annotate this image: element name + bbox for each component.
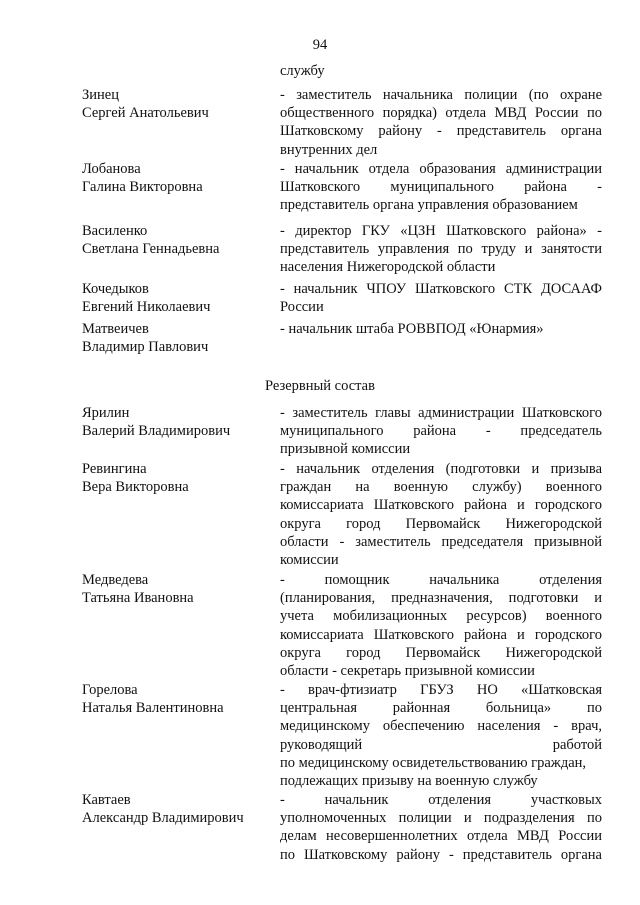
member-role [280, 160, 602, 215]
page-number: 94 [312, 37, 328, 53]
member-name [82, 460, 272, 496]
role-line: - начальник штаба РОВВПОД «Юнармия» [280, 321, 544, 337]
member-role [280, 86, 602, 159]
role-line: общественного порядка) отдела МВД России по [280, 105, 602, 122]
role-line: - начальник ЧПОУ Шатковского СТК ДОСААФ [280, 281, 602, 297]
member-role [280, 571, 602, 680]
role-line: представитель органа управления образованием [280, 197, 578, 214]
member-given-names: Валерий Владимирович [82, 423, 231, 440]
role-line: области - секретарь призывной комиссии [280, 663, 535, 680]
member-role [280, 791, 602, 864]
role-line: - начальник отдела образования администрации [280, 161, 602, 177]
member-given-names: Галина Викторовна [82, 179, 203, 196]
role-line: граждан на военную службу) военного [280, 479, 602, 496]
role-line: внутренних дел [280, 141, 378, 158]
member-surname: Кавтаев [82, 792, 131, 808]
member-surname: Ярилин [82, 405, 130, 421]
role-line: - начальник отделения (подготовки и призыва [280, 461, 602, 477]
member-name [82, 571, 272, 607]
member-role [280, 222, 602, 277]
member-role [280, 280, 602, 316]
member-given-names: Вера Викторовна [82, 479, 189, 496]
member-role [280, 320, 602, 338]
member-surname: Кочедыков [82, 281, 149, 297]
role-line: делам несовершеннолетних отдела МВД России [280, 828, 602, 845]
role-line: учета мобилизационных ресурсов) военного [280, 608, 602, 625]
role-line: медицинскому обеспечению населения - врач, [280, 718, 602, 735]
role-line: населения Нижегородской области [280, 259, 496, 276]
role-line: представитель управления по труду и занятости [280, 241, 602, 258]
role-line: центральная районная больница» по [280, 700, 602, 717]
member-name [82, 681, 272, 717]
role-line: комиссариата Шатковского района и городского [280, 626, 602, 643]
member-name [82, 160, 272, 196]
role-line: Шатковского муниципального района - [280, 179, 602, 196]
role-line: уполномоченных полиции и подразделения по [280, 810, 602, 827]
role-line: Шатковскому району - представитель органа [280, 123, 602, 140]
member-name [82, 404, 272, 440]
role-line: по Шатковскому району - представитель органа [280, 846, 602, 863]
role-line: - начальник отделения участковых [280, 792, 602, 808]
member-given-names: Евгений Николаевич [82, 299, 211, 316]
member-name [82, 280, 272, 316]
member-surname: Горелова [82, 682, 138, 698]
role-line: - заместитель начальника полиции (по охране [280, 87, 602, 103]
member-given-names: Владимир Павлович [82, 339, 209, 356]
member-surname: Зинец [82, 87, 119, 103]
role-line: руководящий работой [280, 736, 602, 753]
member-given-names: Светлана Геннадьевна [82, 241, 220, 258]
member-name [82, 222, 272, 258]
member-role [280, 460, 602, 569]
member-surname: Медведева [82, 572, 149, 588]
role-line: - помощник начальника отделения [280, 572, 602, 588]
role-line: - заместитель главы администрации Шатковского [280, 405, 602, 421]
continuation-text: службу [280, 63, 325, 79]
role-line: по медицинскому освидетельствованию граждан, [280, 754, 587, 771]
role-line: муниципального района - председатель [280, 423, 602, 440]
role-line: призывной комиссии [280, 441, 411, 458]
member-role [280, 681, 602, 790]
role-line: комиссариата Шатковского района и городского [280, 497, 602, 514]
member-name [82, 320, 272, 356]
member-name [82, 86, 272, 122]
role-line: округа город Первомайск Нижегородской [280, 515, 602, 532]
member-given-names: Наталья Валентиновна [82, 700, 224, 717]
role-line: - врач-фтизиатр ГБУЗ НО «Шатковская [280, 682, 602, 698]
member-role [280, 404, 602, 459]
member-surname: Лобанова [82, 161, 141, 177]
member-name [82, 791, 272, 827]
member-given-names: Александр Владимирович [82, 810, 244, 827]
role-line: - директор ГКУ «ЦЗН Шатковского района» - [280, 223, 602, 239]
member-given-names: Татьяна Ивановна [82, 590, 194, 607]
member-surname: Василенко [82, 223, 148, 239]
role-line: комиссии [280, 552, 339, 569]
reserve-section-title: Резервный состав [265, 378, 375, 394]
role-line: области - заместитель председателя призывной [280, 533, 602, 550]
role-line: округа город Первомайск Нижегородской [280, 644, 602, 661]
role-line: подлежащих призыву на военную службу [280, 773, 538, 790]
member-surname: Матвеичев [82, 321, 149, 337]
role-line: России [280, 299, 324, 316]
member-surname: Ревингина [82, 461, 147, 477]
member-given-names: Сергей Анатольевич [82, 105, 209, 122]
role-line: (планирования, предназначения, подготовки и [280, 590, 602, 607]
